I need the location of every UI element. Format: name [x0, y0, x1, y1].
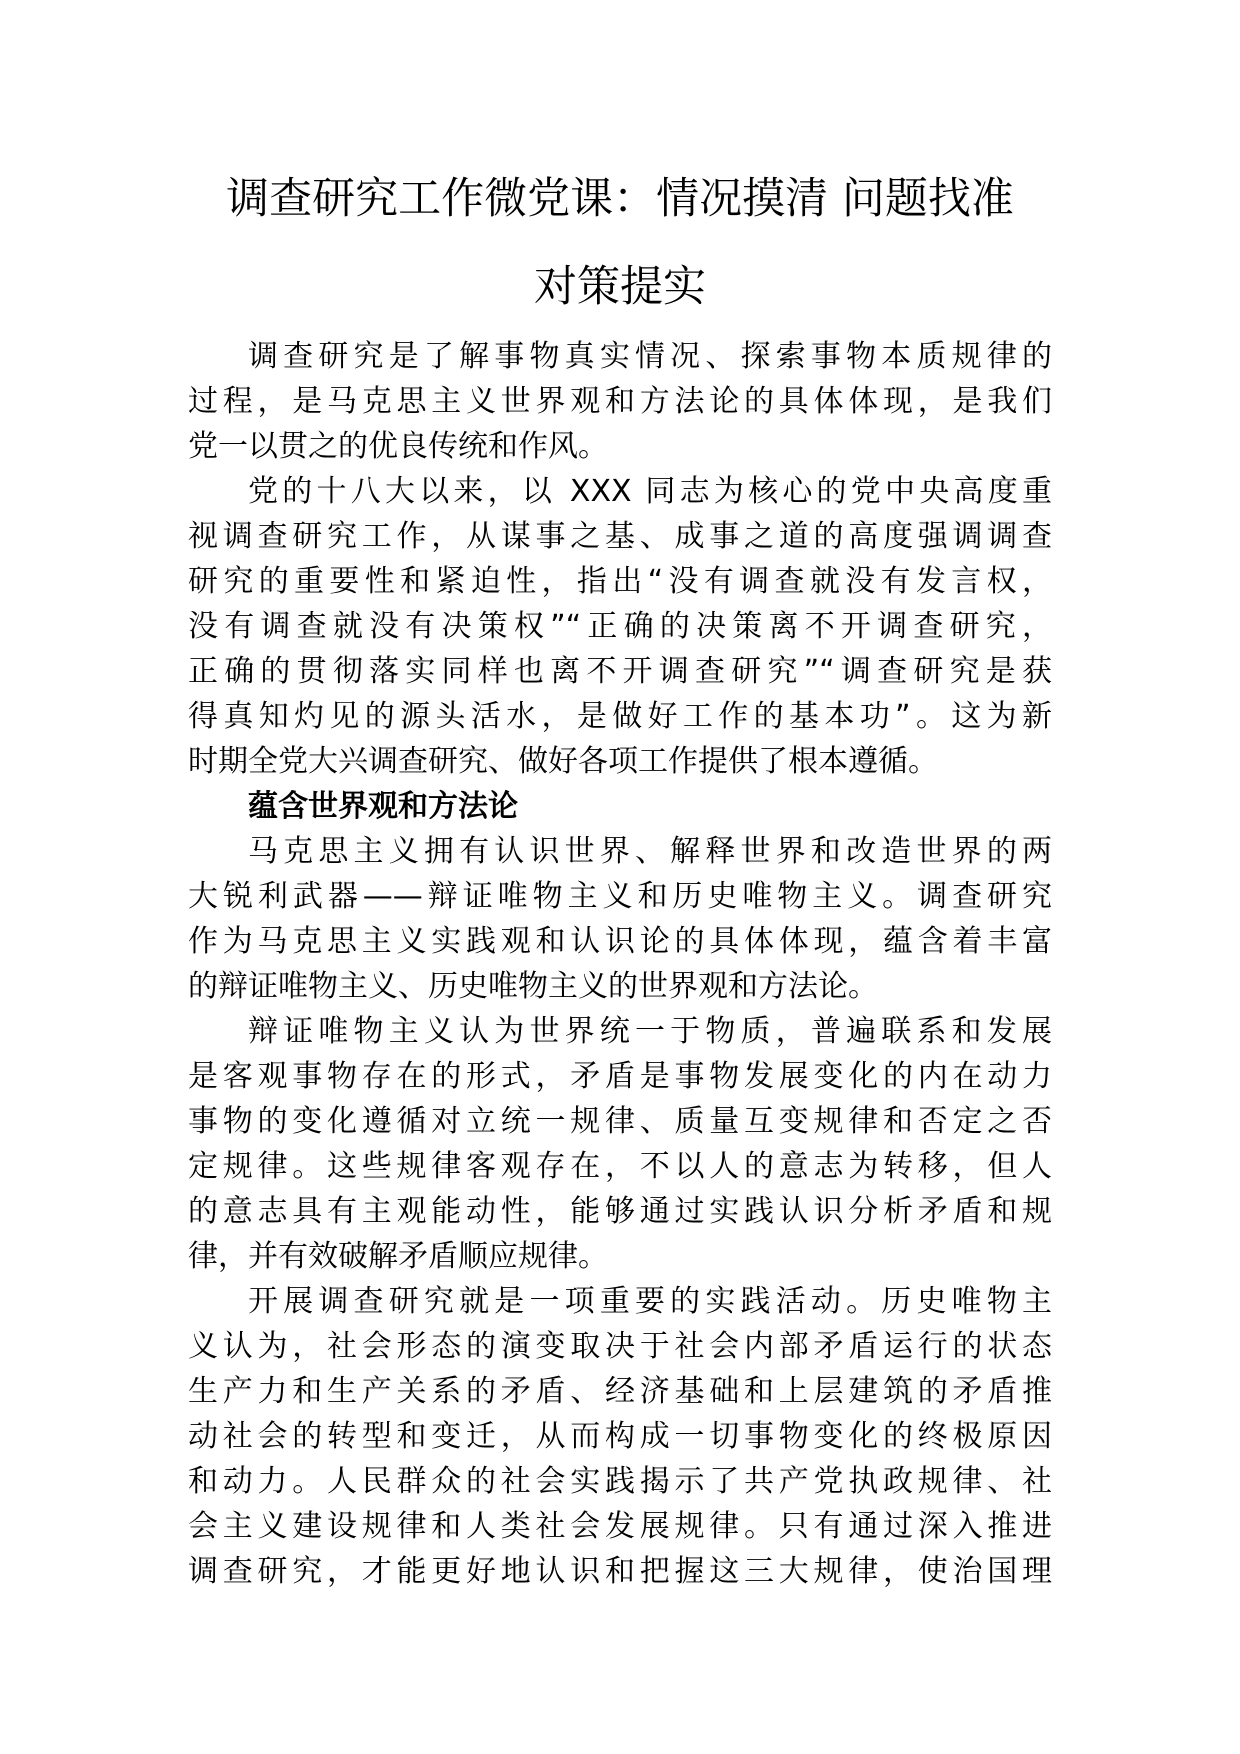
text-line: 和动力。人民群众的社会实践揭示了共产党执政规律、社	[188, 1464, 1052, 1499]
section-heading: 蕴含世界观和方法论	[248, 789, 518, 824]
text-line: 大锐利武器——辩证唯物主义和历史唯物主义。调查研究	[188, 879, 1052, 914]
text-line: 研究的重要性和紧迫性，指出“没有调查就没有发言权，	[188, 564, 1052, 599]
text-line: 视调查研究工作，从谋事之基、成事之道的高度强调调查	[188, 519, 1052, 554]
text-line: 律，并有效破解矛盾顺应规律。	[188, 1239, 608, 1274]
text-line: 定规律。这些规律客观存在，不以人的意志为转移，但人	[188, 1149, 1052, 1184]
text-line: 的辩证唯物主义、历史唯物主义的世界观和方法论。	[188, 969, 878, 1004]
text-line: 动社会的转型和变迁，从而构成一切事物变化的终极原因	[188, 1419, 1052, 1454]
text-line: 是客观事物存在的形式，矛盾是事物发展变化的内在动力	[188, 1059, 1052, 1094]
document-body	[188, 334, 1052, 1594]
text-line: 义认为，社会形态的演变取决于社会内部矛盾运行的状态	[188, 1329, 1052, 1364]
document-title-line-2: 对策提实	[534, 262, 706, 312]
document-title-line-1: 调查研究工作微党课：情况摸清 问题找准	[226, 174, 1014, 224]
text-line: 调查研究是了解事物真实情况、探索事物本质规律的	[248, 339, 1052, 374]
text-line: 得真知灼见的源头活水，是做好工作的基本功”。这为新	[188, 699, 1052, 734]
text-line: 作为马克思主义实践观和认识论的具体体现，蕴含着丰富	[188, 924, 1052, 959]
text-line: 生产力和生产关系的矛盾、经济基础和上层建筑的矛盾推	[188, 1374, 1052, 1409]
text-line: 正确的贯彻落实同样也离不开调查研究”“调查研究是获	[188, 654, 1052, 689]
text-line: 党的十八大以来，以 XXX 同志为核心的党中央高度重	[248, 474, 1052, 509]
text-line: 党一以贯之的优良传统和作风。	[188, 429, 608, 464]
text-line: 辩证唯物主义认为世界统一于物质，普遍联系和发展	[248, 1014, 1052, 1049]
text-line: 时期全党大兴调查研究、做好各项工作提供了根本遵循。	[188, 744, 938, 779]
text-line: 调查研究，才能更好地认识和把握这三大规律，使治国理	[188, 1554, 1052, 1589]
text-line: 开展调查研究就是一项重要的实践活动。历史唯物主	[248, 1284, 1052, 1319]
text-line: 马克思主义拥有认识世界、解释世界和改造世界的两	[248, 834, 1052, 869]
text-line: 会主义建设规律和人类社会发展规律。只有通过深入推进	[188, 1509, 1052, 1544]
text-line: 的意志具有主观能动性，能够通过实践认识分析矛盾和规	[188, 1194, 1052, 1229]
text-line: 没有调查就没有决策权”“正确的决策离不开调查研究，	[188, 609, 1052, 644]
text-line: 事物的变化遵循对立统一规律、质量互变规律和否定之否	[188, 1104, 1052, 1139]
text-line: 过程，是马克思主义世界观和方法论的具体体现，是我们	[188, 384, 1052, 419]
